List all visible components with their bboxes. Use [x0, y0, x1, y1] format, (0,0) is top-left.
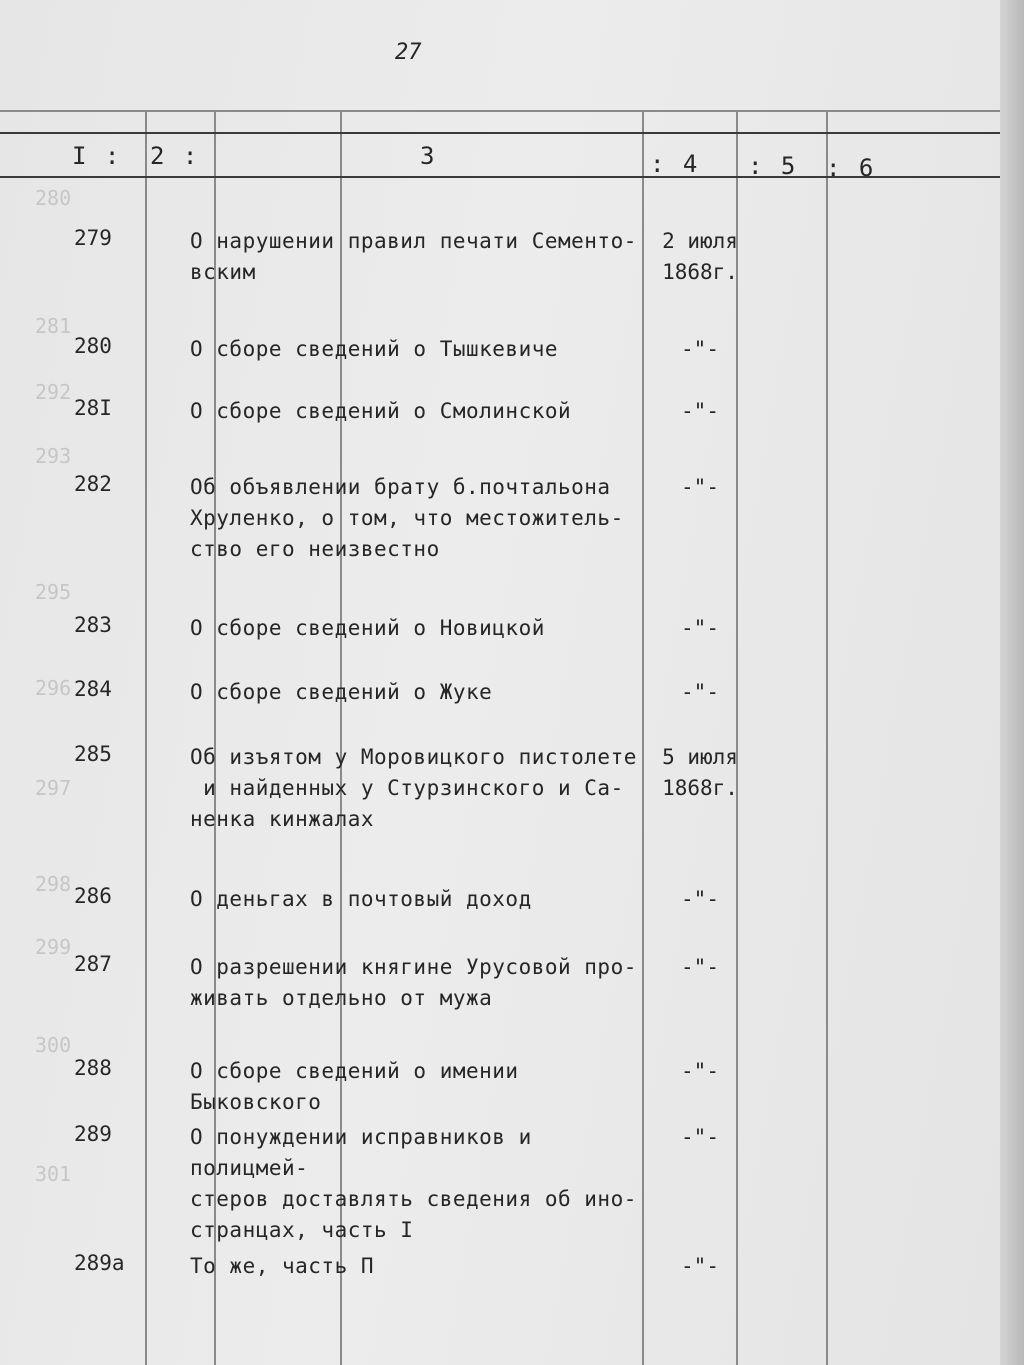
page-edge [1000, 0, 1024, 1365]
row-date: -"- [681, 616, 719, 640]
column-header-5: : 5 [748, 152, 798, 180]
bleed-through-text: 295 [35, 580, 72, 604]
row-number: 288 [74, 1056, 112, 1080]
row-number: 284 [74, 677, 112, 701]
row-date: -"- [681, 1125, 719, 1149]
row-number: 286 [74, 884, 112, 908]
row-date: 2 июля 1868г. [662, 229, 738, 284]
row-title: О разрешении княгине Урусовой про- живать отдельно от мужа [190, 955, 637, 1010]
column-rule [145, 110, 147, 1365]
row-title: О деньгах в почтовый доход [190, 887, 532, 911]
row-title: О сборе сведений о Тышкевиче [190, 337, 559, 361]
column-header-1: I : [72, 142, 122, 170]
row-date: -"- [681, 1254, 719, 1278]
row-number: 289а [74, 1251, 125, 1275]
column-rule [736, 110, 738, 1365]
bleed-through-text: 298 [35, 872, 72, 896]
row-number: 285 [74, 742, 112, 766]
page-number: 27 [395, 40, 422, 65]
row-date: -"- [681, 680, 719, 704]
row-date: 5 июля 1868г. [662, 745, 738, 800]
row-date: -"- [681, 887, 719, 911]
row-number: 283 [74, 613, 112, 637]
bleed-through-text: 299 [35, 935, 72, 959]
row-title: Об объявлении брату б.почтальона Хруленко, о том, что местожитель- ство его неизвестно [190, 475, 624, 561]
header-top-rule [0, 110, 1000, 112]
row-date: -"- [681, 475, 719, 499]
row-date: -"- [681, 955, 719, 979]
row-title: О понуждении исправников и полицмей- стеров доставлять сведения об ино- странцах, часть I [190, 1125, 637, 1242]
row-number: 287 [74, 952, 112, 976]
bleed-through-text: 301 [35, 1162, 72, 1186]
row-number: 28I [74, 396, 112, 420]
row-title: Об изъятом у Моровицкого пистолете и найденных у Стурзинского и Са- ненка кинжалах [190, 745, 637, 831]
bleed-through-text: 296 [35, 676, 72, 700]
row-title: О сборе сведений о Новицкой [190, 616, 545, 640]
column-header-4: : 4 [650, 150, 700, 178]
bleed-through-text: 280 [35, 186, 72, 210]
row-number: 282 [74, 472, 112, 496]
column-header-3: 3 [420, 142, 437, 170]
bleed-through-text: 281 [35, 314, 72, 338]
row-title: О сборе сведений о имении Быковского [190, 1059, 519, 1114]
row-date: -"- [681, 1059, 719, 1083]
bleed-through-text: 300 [35, 1033, 72, 1057]
bleed-through-text: 292 [35, 380, 72, 404]
row-title: О сборе сведений о Жуке [190, 680, 493, 704]
row-title: О нарушении правил печати Сементо- вским [190, 229, 637, 284]
row-date: -"- [681, 399, 719, 423]
row-number: 280 [74, 334, 112, 358]
row-title: О сборе сведений о Смолинской [190, 399, 572, 423]
row-number: 279 [74, 226, 112, 250]
row-date: -"- [681, 337, 719, 361]
column-rule [826, 110, 828, 1365]
header-rule [0, 132, 1000, 134]
column-header-2: 2 : [150, 142, 200, 170]
row-title: То же, часть П [190, 1254, 375, 1278]
bleed-through-text: 293 [35, 444, 72, 468]
column-header-6: : 6 [826, 154, 876, 182]
row-number: 289 [74, 1122, 112, 1146]
bleed-through-text: 297 [35, 776, 72, 800]
